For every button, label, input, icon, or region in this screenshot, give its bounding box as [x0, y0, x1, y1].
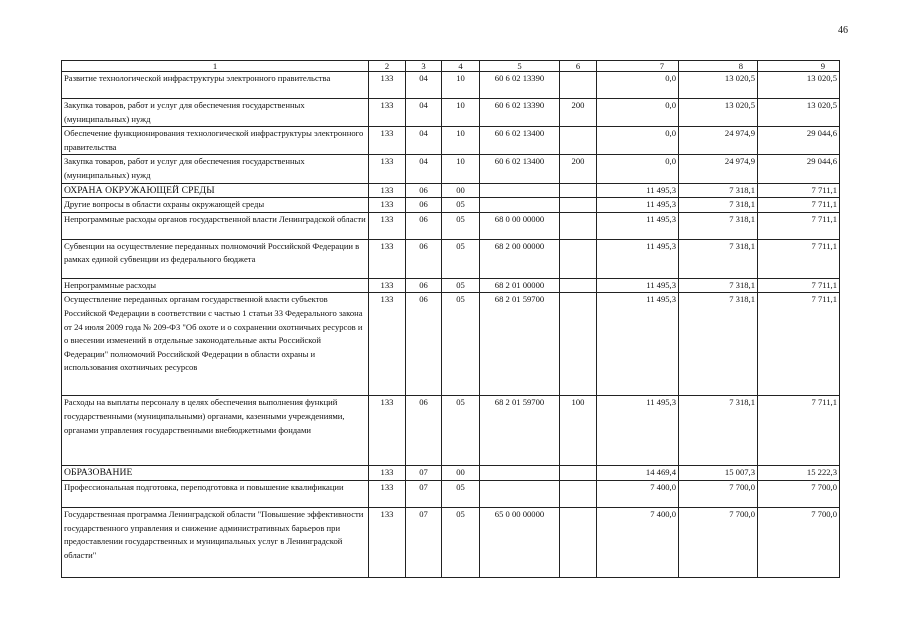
cell-admin-code: 133: [369, 72, 406, 99]
cell-amount-8: 15 007,3: [679, 466, 758, 481]
header-cell: 7: [597, 61, 679, 72]
cell-expense-type: [560, 183, 597, 198]
cell-amount-9: 13 020,5: [758, 72, 840, 99]
cell-amount-9: 7 700,0: [758, 480, 840, 507]
table-row: [62, 99, 840, 127]
cell-amount-8: 7 318,1: [679, 212, 758, 239]
table-row: [62, 127, 840, 155]
cell-subsection: 00: [442, 466, 480, 481]
cell-section: 04: [406, 72, 442, 99]
cell-amount-8: 13 020,5: [679, 99, 758, 127]
row-name: Государственная программа Ленинградской области "Повышение эффективности государственного управления и снижение административных барьеров при предоставлении государственных и муниципальных услуг в Ленинградской области": [62, 507, 369, 577]
table-row: [62, 466, 840, 481]
row-name: Закупка товаров, работ и услуг для обеспечения государственных (муниципальных) нужд: [62, 155, 369, 183]
cell-amount-7: 11 495,3: [597, 396, 679, 466]
table-row: [62, 396, 840, 466]
cell-target-article: 60 6 02 13400: [480, 127, 560, 155]
cell-amount-9: 7 711,1: [758, 183, 840, 198]
table-header-row: [62, 61, 840, 72]
row-name: Профессиональная подготовка, переподготовка и повышение квалификации: [62, 480, 369, 507]
cell-amount-8: 7 318,1: [679, 183, 758, 198]
cell-subsection: 05: [442, 396, 480, 466]
cell-amount-8: 7 318,1: [679, 198, 758, 213]
cell-amount-9: 7 711,1: [758, 293, 840, 396]
cell-expense-type: 200: [560, 99, 597, 127]
cell-amount-9: 13 020,5: [758, 99, 840, 127]
cell-target-article: [480, 466, 560, 481]
cell-subsection: 10: [442, 72, 480, 99]
cell-amount-8: 7 318,1: [679, 278, 758, 293]
cell-amount-9: 7 711,1: [758, 198, 840, 213]
budget-table: [61, 60, 840, 578]
cell-target-article: 60 6 02 13400: [480, 155, 560, 183]
cell-target-article: 68 2 01 00000: [480, 278, 560, 293]
cell-amount-8: 7 318,1: [679, 396, 758, 466]
cell-amount-8: 7 318,1: [679, 293, 758, 396]
table-row: [62, 183, 840, 198]
row-name: ОХРАНА ОКРУЖАЮЩЕЙ СРЕДЫ: [62, 183, 369, 198]
cell-amount-7: 0,0: [597, 72, 679, 99]
row-name: Другие вопросы в области охраны окружающей среды: [62, 198, 369, 213]
cell-section: 06: [406, 293, 442, 396]
cell-section: 06: [406, 278, 442, 293]
cell-amount-7: 11 495,3: [597, 212, 679, 239]
cell-amount-8: 7 700,0: [679, 480, 758, 507]
cell-expense-type: 100: [560, 396, 597, 466]
header-cell: 4: [442, 61, 480, 72]
cell-amount-9: 7 711,1: [758, 212, 840, 239]
cell-subsection: 05: [442, 212, 480, 239]
cell-amount-9: 7 711,1: [758, 278, 840, 293]
cell-admin-code: 133: [369, 198, 406, 213]
header-cell: 5: [480, 61, 560, 72]
cell-admin-code: 133: [369, 293, 406, 396]
cell-expense-type: [560, 507, 597, 577]
row-name: Осуществление переданных органам государственной власти субъектов Российской Федерации в соответствии с частью 1 статьи 33 Федерального закона от 24 июля 2009 года № 209-ФЗ "Об охоте и о сохранении охотничьих ресурсов и о внесении изменений в отдельные законодательные акты Российской Федерации" полномочий Российской Федерации в области охраны и использования охотничьих ресурсов: [62, 293, 369, 396]
cell-amount-7: 0,0: [597, 155, 679, 183]
cell-amount-7: 11 495,3: [597, 183, 679, 198]
row-name: Расходы на выплаты персоналу в целях обеспечения выполнения функций государственными (муниципальными) органами, казенными учреждениями, органами управления государственными внебюджетными фондами: [62, 396, 369, 466]
cell-admin-code: 133: [369, 239, 406, 278]
cell-amount-7: 0,0: [597, 99, 679, 127]
cell-target-article: 68 2 00 00000: [480, 239, 560, 278]
cell-expense-type: [560, 127, 597, 155]
cell-amount-9: 15 222,3: [758, 466, 840, 481]
table-row: [62, 239, 840, 278]
header-cell: 1: [62, 61, 369, 72]
cell-subsection: 10: [442, 99, 480, 127]
cell-admin-code: 133: [369, 278, 406, 293]
cell-section: 06: [406, 198, 442, 213]
cell-amount-9: 7 711,1: [758, 396, 840, 466]
cell-section: 04: [406, 127, 442, 155]
cell-amount-8: 7 700,0: [679, 507, 758, 577]
cell-section: 06: [406, 212, 442, 239]
cell-target-article: 68 2 01 59700: [480, 293, 560, 396]
table-row: [62, 72, 840, 99]
cell-amount-7: 11 495,3: [597, 278, 679, 293]
cell-target-article: 60 6 02 13390: [480, 72, 560, 99]
cell-subsection: 00: [442, 183, 480, 198]
cell-subsection: 05: [442, 480, 480, 507]
cell-section: 04: [406, 99, 442, 127]
cell-amount-7: 11 495,3: [597, 198, 679, 213]
cell-amount-7: 0,0: [597, 127, 679, 155]
cell-amount-9: 7 700,0: [758, 507, 840, 577]
cell-amount-8: 24 974,9: [679, 155, 758, 183]
table-row: [62, 155, 840, 183]
cell-target-article: 68 2 01 59700: [480, 396, 560, 466]
cell-expense-type: 200: [560, 155, 597, 183]
cell-amount-9: 29 044,6: [758, 155, 840, 183]
cell-target-article: [480, 480, 560, 507]
cell-subsection: 05: [442, 293, 480, 396]
cell-target-article: 60 6 02 13390: [480, 99, 560, 127]
cell-subsection: 05: [442, 198, 480, 213]
cell-section: 07: [406, 480, 442, 507]
cell-admin-code: 133: [369, 99, 406, 127]
cell-expense-type: [560, 466, 597, 481]
row-name: ОБРАЗОВАНИЕ: [62, 466, 369, 481]
row-name: Закупка товаров, работ и услуг для обеспечения государственных (муниципальных) нужд: [62, 99, 369, 127]
cell-admin-code: 133: [369, 466, 406, 481]
cell-amount-9: 29 044,6: [758, 127, 840, 155]
cell-admin-code: 133: [369, 155, 406, 183]
cell-amount-9: 7 711,1: [758, 239, 840, 278]
cell-section: 06: [406, 239, 442, 278]
cell-section: 04: [406, 155, 442, 183]
table-row: [62, 212, 840, 239]
cell-expense-type: [560, 480, 597, 507]
table-body: [62, 72, 840, 578]
cell-amount-7: 11 495,3: [597, 293, 679, 396]
cell-admin-code: 133: [369, 127, 406, 155]
cell-subsection: 05: [442, 278, 480, 293]
cell-expense-type: [560, 278, 597, 293]
header-cell: 2: [369, 61, 406, 72]
cell-amount-7: 14 469,4: [597, 466, 679, 481]
cell-section: 06: [406, 183, 442, 198]
header-cell: 9: [758, 61, 840, 72]
cell-target-article: 65 0 00 00000: [480, 507, 560, 577]
cell-subsection: 05: [442, 507, 480, 577]
cell-amount-8: 24 974,9: [679, 127, 758, 155]
cell-expense-type: [560, 212, 597, 239]
cell-expense-type: [560, 293, 597, 396]
cell-admin-code: 133: [369, 212, 406, 239]
cell-admin-code: 133: [369, 480, 406, 507]
cell-subsection: 05: [442, 239, 480, 278]
cell-amount-7: 7 400,0: [597, 507, 679, 577]
row-name: Непрограммные расходы: [62, 278, 369, 293]
table-row: [62, 293, 840, 396]
page-number: 46: [838, 25, 848, 36]
table-row: [62, 278, 840, 293]
row-name: Непрограммные расходы органов государственной власти Ленинградской области: [62, 212, 369, 239]
header-cell: 3: [406, 61, 442, 72]
row-name: Обеспечение функционирования технологической инфраструктуры электронного правительства: [62, 127, 369, 155]
table-row: [62, 507, 840, 577]
cell-amount-7: 7 400,0: [597, 480, 679, 507]
cell-expense-type: [560, 72, 597, 99]
cell-section: 07: [406, 466, 442, 481]
cell-section: 07: [406, 507, 442, 577]
cell-amount-8: 13 020,5: [679, 72, 758, 99]
table-row: [62, 480, 840, 507]
cell-admin-code: 133: [369, 396, 406, 466]
cell-expense-type: [560, 198, 597, 213]
cell-admin-code: 133: [369, 507, 406, 577]
header-cell: 6: [560, 61, 597, 72]
cell-target-article: 68 0 00 00000: [480, 212, 560, 239]
cell-amount-8: 7 318,1: [679, 239, 758, 278]
cell-section: 06: [406, 396, 442, 466]
cell-subsection: 10: [442, 155, 480, 183]
row-name: Развитие технологической инфраструктуры электронного правительства: [62, 72, 369, 99]
header-cell: 8: [679, 61, 758, 72]
table-row: [62, 198, 840, 213]
cell-target-article: [480, 198, 560, 213]
cell-expense-type: [560, 239, 597, 278]
cell-subsection: 10: [442, 127, 480, 155]
cell-target-article: [480, 183, 560, 198]
row-name: Субвенции на осуществление переданных полномочий Российской Федерации в рамках единой субвенции из федерального бюджета: [62, 239, 369, 278]
cell-admin-code: 133: [369, 183, 406, 198]
cell-amount-7: 11 495,3: [597, 239, 679, 278]
